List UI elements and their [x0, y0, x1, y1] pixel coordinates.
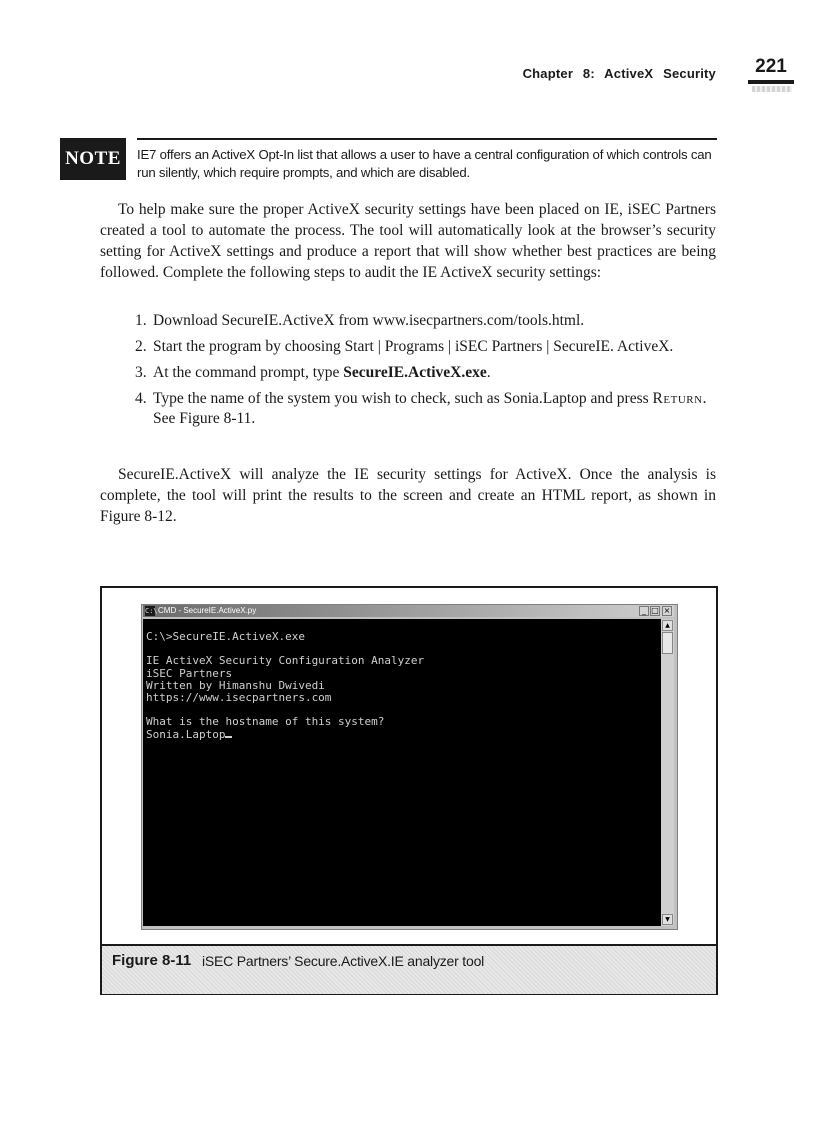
key-name: Return — [652, 390, 703, 407]
note-text: IE7 offers an ActiveX Opt-In list that allows a user to have a central configuration of which controls can run silently, which require prompts, and which are disabled. — [137, 147, 712, 180]
close-button[interactable]: × — [663, 606, 671, 615]
step-number: 3. — [135, 364, 147, 381]
step-number: 4. — [135, 390, 147, 407]
analysis-paragraph: SecureIE.ActiveX will analyze the IE security settings for ActiveX. Once the analysis is complete, the tool will print the results to the screen and create an HTML report, as shown in Figure 8-12. — [100, 466, 716, 525]
step-text: Start the program by choosing Start | Programs | iSEC Partners | SecureIE. ActiveX. — [153, 338, 674, 355]
note-rule — [137, 138, 717, 140]
maximize-button[interactable]: □ — [651, 606, 659, 615]
console-output — [146, 631, 656, 741]
step-text: Download SecureIE.ActiveX from www.isecpartners.com/tools.html. — [153, 312, 585, 329]
scroll-up-arrow-icon[interactable]: ▲ — [662, 620, 673, 631]
step-item — [135, 363, 719, 383]
step-number: 2. — [135, 338, 147, 355]
step-text: At the command prompt, type — [153, 364, 344, 381]
step-item — [135, 389, 719, 429]
step-text: Type the name of the system you wish to check, such as Sonia.Laptop and press — [153, 390, 653, 407]
intro-paragraph: To help make sure the proper ActiveX security settings have been placed on IE, iSEC Partners created a tool to automate the process. The tool will automatically look at the browser’s security setting for ActiveX settings and produce a report that will show whether best practices are being followed. Complete the following steps to audit the IE ActiveX security settings: — [100, 201, 716, 281]
figure-caption: iSEC Partners’ Secure.ActiveX.IE analyzer tool — [202, 953, 485, 969]
console-lines: C:\>SecureIE.ActiveX.exe IE ActiveX Security Configuration Analyzer iSEC Partners Written by Himanshu Dwivedi https://www.isecpartners.com What is the hostname of this system? Sonia.Laptop — [146, 630, 425, 741]
step-item — [135, 311, 719, 331]
steps-list — [135, 311, 719, 435]
step-text-end: . See Figure 8-11. — [153, 390, 707, 427]
note-badge: NOTE — [60, 138, 126, 180]
scrollbar-thumb[interactable] — [662, 632, 673, 654]
page-number-rule — [748, 80, 794, 84]
console-app-icon: C:\ — [145, 607, 158, 615]
page-number-rule-shadow — [752, 86, 792, 92]
step-number: 1. — [135, 312, 147, 329]
vertical-scrollbar[interactable] — [661, 619, 674, 926]
figure-label: Figure 8-11 — [112, 952, 192, 969]
console-cursor — [225, 736, 232, 738]
figure-caption-bar — [102, 944, 716, 994]
step-item — [135, 337, 719, 357]
chapter-title: Chapter 8: ActiveX Security — [522, 66, 716, 81]
minimize-button[interactable]: _ — [639, 606, 649, 616]
window-title: CMD - SecureIE.ActiveX.py — [158, 606, 257, 615]
scroll-down-arrow-icon[interactable]: ▼ — [662, 914, 673, 925]
command-name: SecureIE.ActiveX.exe — [343, 364, 487, 381]
step-text-end: . — [486, 364, 491, 381]
page-number: 221 — [755, 56, 787, 77]
